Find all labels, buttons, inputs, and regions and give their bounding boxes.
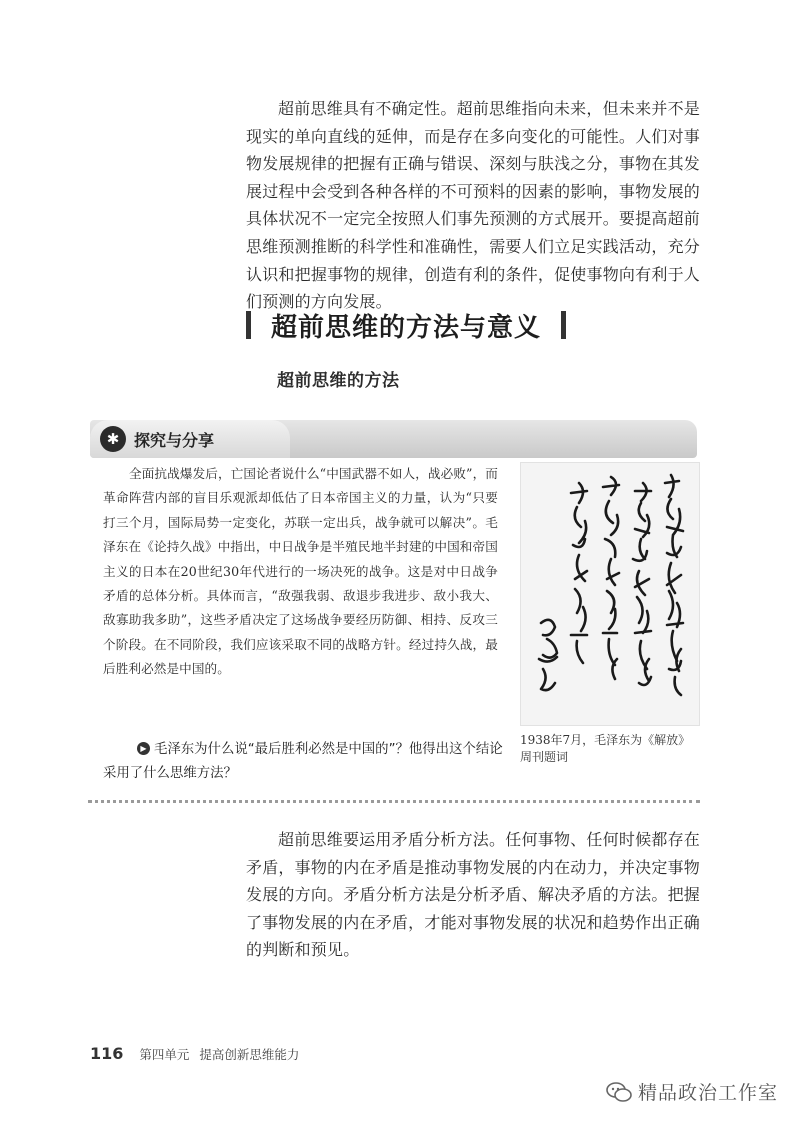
page-footer: [90, 1044, 299, 1063]
watermark: [606, 1078, 778, 1105]
watermark-text: 精品政治工作室: [638, 1082, 779, 1104]
heading-bar-right: [561, 311, 566, 339]
calligraphy-strokes: [521, 463, 699, 725]
explore-passage: [103, 462, 498, 682]
section-heading: [246, 305, 566, 345]
footer-topic: 提高创新思维能力: [199, 1047, 300, 1062]
section-title: 超前思维的方法与意义: [271, 312, 542, 343]
explore-label: 探究与分享: [134, 431, 215, 450]
paragraph-contradiction: [246, 826, 700, 964]
heading-bar-left: [246, 311, 251, 339]
play-icon: ▶: [137, 742, 150, 755]
question-text: 毛泽东为什么说“最后胜利必然是中国的”？他得出这个结论采用了什么思维方法？: [103, 742, 503, 781]
calligraphy-caption: 1938年7月，毛泽东为《解放》周刊题词: [520, 733, 691, 764]
wechat-icon: [606, 1081, 632, 1103]
calligraphy-image: [520, 462, 700, 726]
explore-passage-text: 全面抗战爆发后，亡国论者说什么“中国武器不如人，战必败”，而革命阵营内部的盲目乐观派却低估了日本帝国主义的力量，认为“只要打三个月，国际局势一定变化，苏联一定出兵，战争就可以解决”。毛泽东在《论持久战》中指出，中日战争是半殖民地半封建的中国和帝国主义的日本在20世纪30年代进行的一场决死的战争。这是对中日战争矛盾的总体分析。具体而言，“敌强我弱、敌退步我进步、敌小我大、敌寡助我多助”，这些矛盾决定了这场战争要经历防御、相持、反攻三个阶段。在不同阶段，我们应该采取不同的战略方针。经过持久战，最后胜利必然是中国的。: [103, 466, 498, 677]
explore-tab: [90, 420, 290, 458]
footer-unit: 第四单元: [139, 1047, 190, 1062]
dotted-divider: [88, 800, 700, 803]
discussion-question: [103, 738, 503, 786]
paragraph-uncertainty-text: 超前思维具有不确定性。超前思维指向未来，但未来并不是现实的单向直线的延伸，而是存在多向变化的可能性。人们对事物发展规律的把握有正确与错误、深刻与肤浅之分，事物在其发展过程中会受到各种各样的不可预料的因素的影响，事物发展的具体状况不一定完全按照人们事先预测的方式展开。要提高超前思维预测推断的科学性和准确性，需要人们立足实践活动，充分认识和把握事物的规律，创造有利的条件，促使事物向有利于人们预测的方向发展。: [246, 99, 700, 312]
explore-share-header: [90, 420, 697, 458]
explore-icon: ✱: [100, 426, 126, 452]
subsection-title: 超前思维的方法: [277, 371, 400, 391]
paragraph-uncertainty: [246, 95, 700, 316]
page-number: 116: [90, 1044, 124, 1063]
paragraph-contradiction-text: 超前思维要运用矛盾分析方法。任何事物、任何时候都存在矛盾，事物的内在矛盾是推动事物发展的内在动力，并决定事物发展的方向。矛盾分析方法是分析矛盾、解决矛盾的方法。把握了事物发展的内在矛盾，才能对事物发展的状况和趋势作出正确的判断和预见。: [246, 830, 700, 960]
